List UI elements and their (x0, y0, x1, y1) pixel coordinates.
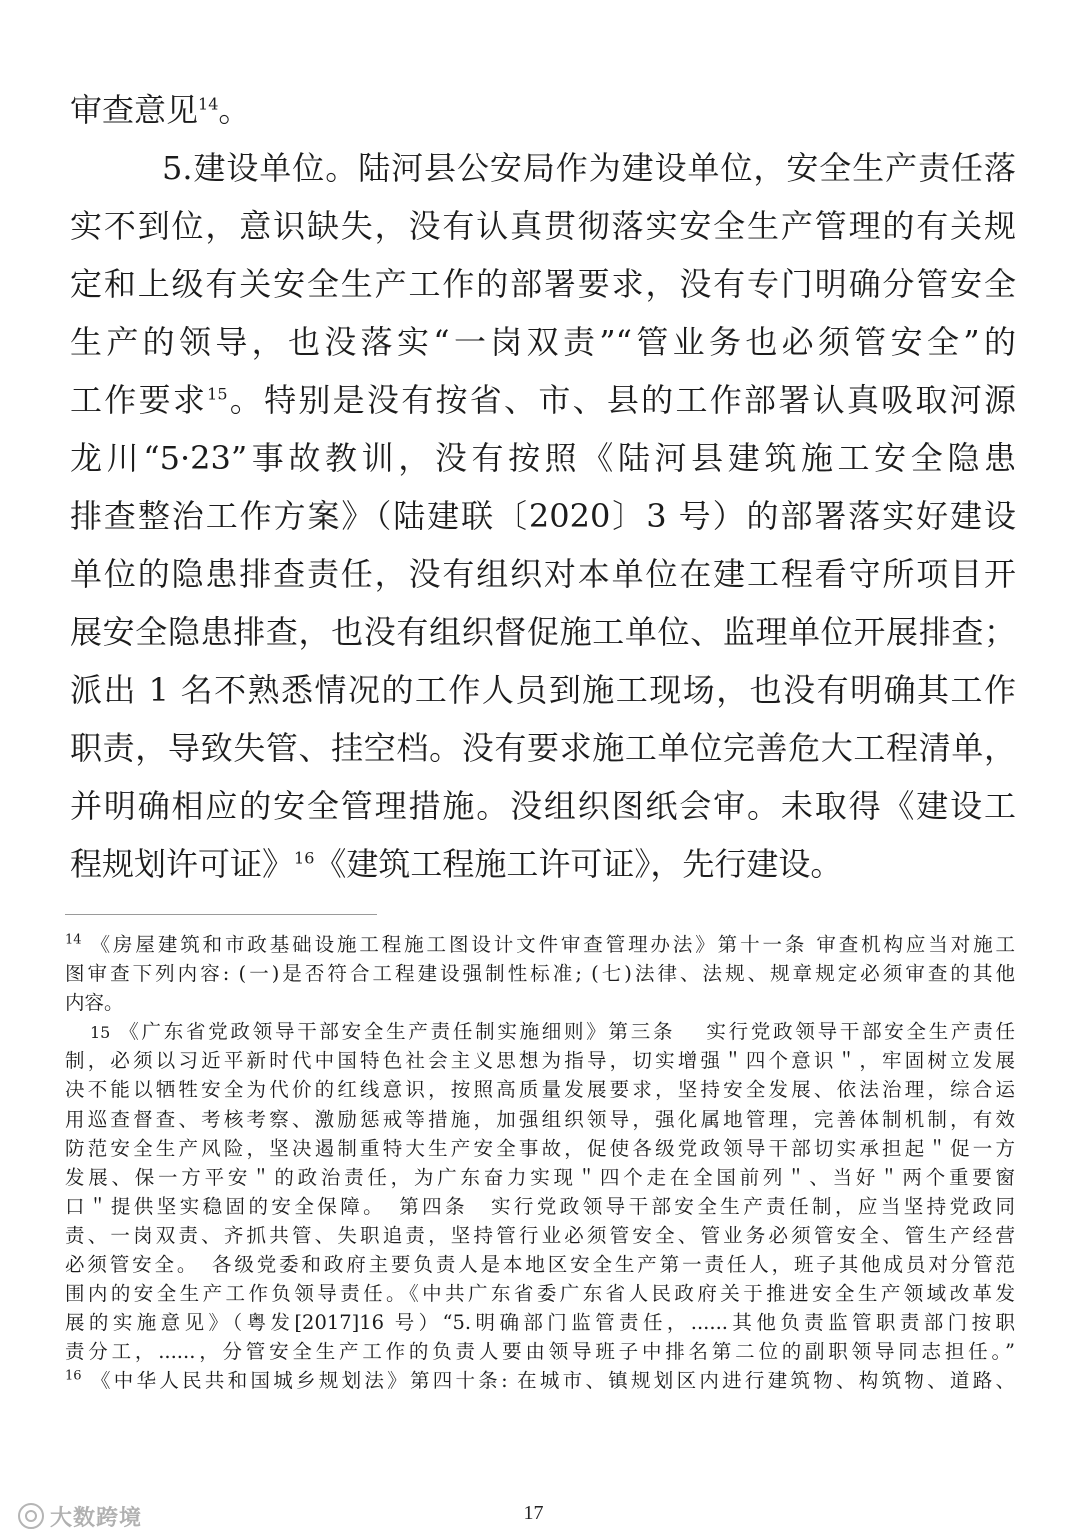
line-text: 工作要求 (70, 381, 208, 419)
footnote-line: 展的实施意见》（粤发[2017]16 号）“5.明确部门监管责任，......其他负责监管职责部门按职 (65, 1311, 1015, 1335)
body-line: 生产的领导，也没落实“一岗双责”“管业务也必须管安全”的 (70, 323, 1016, 361)
footnote-line: 必须管安全。 各级党委和政府主要负责人是本地区安全生产第一责任人，班子其他成员对分管范 (65, 1253, 1015, 1277)
line-text: 《建筑工程施工许可证》，先行建设。 (314, 845, 843, 883)
footnote-number-16: 16 (65, 1368, 82, 1384)
footnote-line: 内容。 (65, 991, 124, 1015)
footnote-line: 口＂提供坚实稳固的安全保障。 第四条 实行党政领导干部安全生产责任制，应当坚持党政同 (65, 1194, 1015, 1218)
footnote-line (65, 1017, 1015, 1046)
footnote-line (65, 1366, 1015, 1395)
main-text (70, 81, 1016, 893)
line-text: 程规划许可证》 (70, 845, 295, 883)
footnote-line: 用巡查督查、考核考察、激励惩戒等措施，加强组织领导，强化属地管理，完善体制机制，有效 (65, 1107, 1015, 1131)
body-line: 展安全隐患排查，也没有组织督促施工单位、监理单位开展排查； (70, 613, 1016, 651)
page-number: 17 (523, 1502, 544, 1524)
line-text: 审查意见 (70, 91, 199, 129)
line-text: 。 (218, 91, 251, 129)
footnote-line: 决不能以牺牲安全为代价的红线意识，按照高质量发展要求，坚持安全发展、依法治理，综合运 (65, 1078, 1015, 1102)
footnote-number-15: 15 (90, 1023, 111, 1043)
footnote-number-14: 14 (65, 932, 82, 948)
footnote-line: 发展、保一方平安＂的政治责任，为广东奋力实现＂四个走在全国前列＂、当好＂两个重要窗 (65, 1165, 1015, 1189)
footnote-ref-15: 15 (207, 384, 228, 404)
body-line: 并明确相应的安全管理措施。没组织图纸会审。未取得《建设工 (70, 787, 1016, 825)
body-line: 派出 1 名不熟悉情况的工作人员到施工现场，也没有明确其工作 (70, 671, 1016, 709)
body-line: 5.建设单位。陆河县公安局作为建设单位，安全生产责任落 (162, 149, 1016, 187)
line-text: 。特别是没有按省、市、县的工作部署认真吸取河源 (227, 381, 1016, 419)
footnote-line: 图审查下列内容: (一)是否符合工程建设强制性标准; (七)法律、法规、规章规定必须审查的其他 (65, 962, 1015, 986)
footnote-text: 《广东省党政领导干部安全生产责任制实施细则》第三条 实行党政领导干部安全生产责任 (119, 1020, 1015, 1044)
body-line (70, 371, 1016, 429)
watermark-text: 大数跨境 (50, 1505, 143, 1531)
footnote-line: 防范安全生产风险，坚决遏制重特大生产安全事故，促使各级党政领导干部切实承担起＂促一方 (65, 1136, 1015, 1160)
body-line: 定和上级有关安全生产工作的部署要求，没有专门明确分管安全 (70, 265, 1016, 303)
body-line: 龙川“5·23”事故教训，没有按照《陆河县建筑施工安全隐患 (70, 439, 1016, 477)
body-line: 排查整治工作方案》（陆建联〔2020〕3 号）的部署落实好建设 (70, 497, 1016, 535)
footnote-divider (65, 914, 377, 915)
footnote-line (65, 930, 1015, 959)
footnote-ref-14: 14 (198, 94, 219, 114)
body-line (70, 835, 1016, 893)
footnote-line: 制，必须以习近平新时代中国特色社会主义思想为指导，切实增强＂四个意识＂，牢固树立发展 (65, 1049, 1015, 1073)
footnote-line: 责、一岗双责、齐抓共管、失职追责，坚持管行业必须管安全、管业务必须管安全、管生产经营 (65, 1223, 1015, 1247)
footnote-line: 围内的安全生产工作负领导责任。《中共广东省委广东省人民政府关于推进安全生产领域改革发 (65, 1282, 1015, 1306)
body-line (70, 81, 1016, 139)
footnote-text: 《中华人民共和国城乡规划法》第四十条: 在城市、镇规划区内进行建筑物、构筑物、道路、 (91, 1369, 1015, 1393)
body-line: 实不到位，意识缺失，没有认真贯彻落实安全生产管理的有关规 (70, 207, 1016, 245)
footnotes (65, 930, 1015, 1396)
footnote-text: 《房屋建筑和市政基础设施工程施工图设计文件审查管理办法》第十一条 审查机构应当对施工 (90, 933, 1015, 956)
footnote-line: 责分工，......，分管安全生产工作的负责人要由领导班子中排名第二位的副职领导同志担任。” (65, 1340, 1015, 1364)
footnote-ref-16: 16 (294, 848, 315, 868)
body-line: 单位的隐患排查责任，没有组织对本单位在建工程看守所项目开 (70, 555, 1016, 593)
body-line: 职责，导致失管、挂空档。没有要求施工单位完善危大工程清单， (70, 729, 1016, 767)
